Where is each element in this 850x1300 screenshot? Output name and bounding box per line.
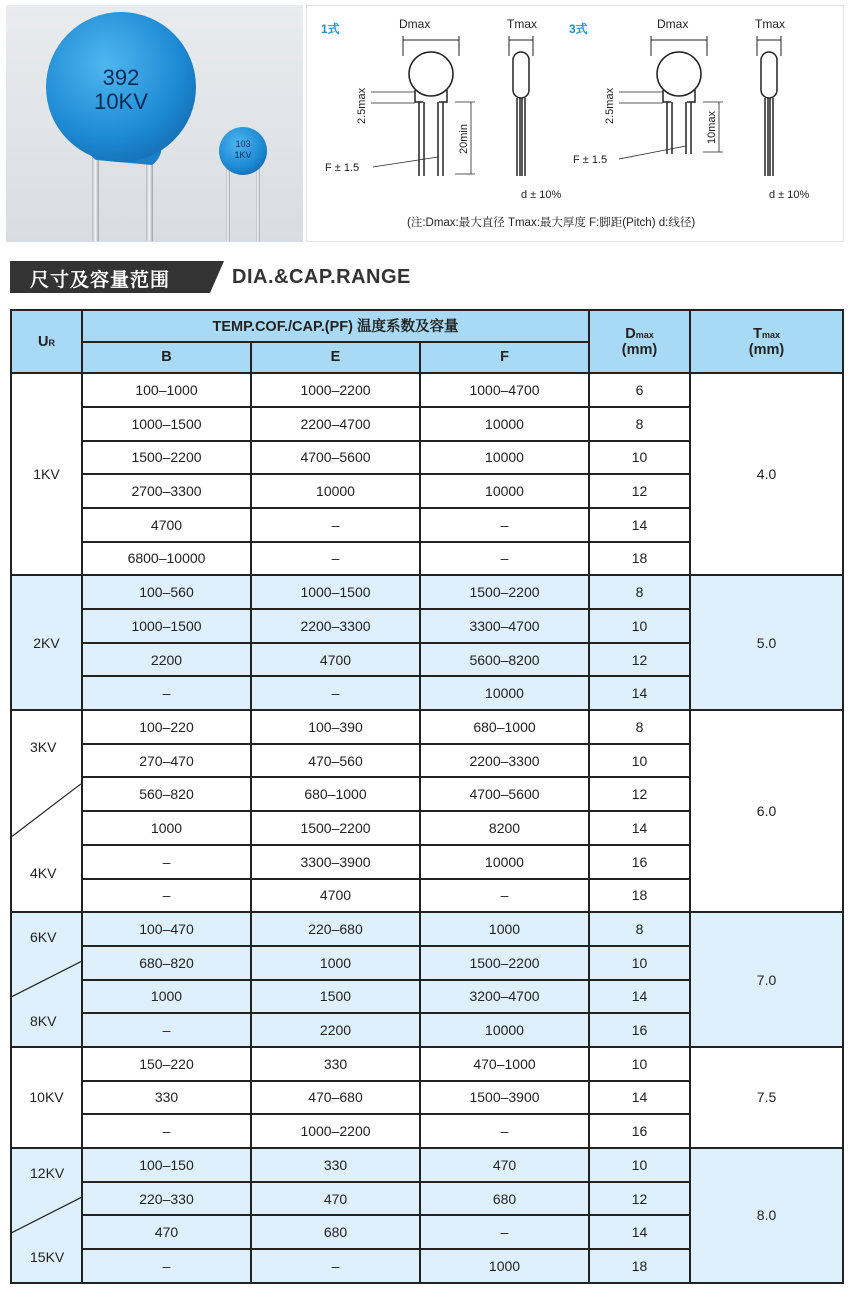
dimension-drawing: [307, 6, 843, 241]
small-capacitor-text-1: 103: [235, 139, 251, 149]
cap-e-cell: 4700–5600: [251, 441, 420, 475]
style3-wire: d ± 10%: [769, 189, 810, 201]
cap-f-cell: 1000–4700: [420, 373, 589, 407]
style1-pitch: F ± 1.5: [325, 162, 360, 174]
cap-b-cell: 560–820: [82, 777, 251, 811]
voltage-top-label: 3KV: [30, 739, 57, 756]
cap-f-cell: 10000: [420, 845, 589, 879]
cap-b-cell: 100–150: [82, 1148, 251, 1182]
cap-e-cell: 680: [251, 1215, 420, 1249]
cap-b-cell: 1000–1500: [82, 407, 251, 441]
voltage-cell: [11, 1148, 82, 1283]
dmax-cell: 18: [589, 542, 690, 576]
dmax-cell: 14: [589, 811, 690, 845]
top-banner: [6, 5, 844, 242]
style3-10max: 10max: [706, 110, 718, 144]
dmax-cell: 10: [589, 609, 690, 643]
section-header: [10, 261, 840, 293]
cap-e-cell: 680–1000: [251, 777, 420, 811]
cap-b-cell: 270–470: [82, 744, 251, 778]
cap-f-cell: 1000: [420, 1249, 589, 1283]
dmax-cell: 10: [589, 1148, 690, 1182]
cap-e-cell: 1000: [251, 946, 420, 980]
diagram-note: (注:Dmax:最大直径 Tmax:最大厚度 F:脚距(Pitch) d:线径): [407, 217, 696, 229]
voltage-top-label: 6KV: [30, 929, 57, 946]
cap-b-cell: –: [82, 845, 251, 879]
style3-label: 3式: [569, 22, 588, 36]
header-dmax: Dmax (mm): [589, 310, 690, 373]
small-capacitor-text-2: 1KV: [234, 150, 252, 160]
style1-dmax: Dmax: [399, 17, 431, 31]
style1-20min: 20min: [458, 124, 470, 154]
dmax-cell: 14: [589, 676, 690, 710]
table-row: [11, 575, 843, 609]
dmax-cell: 18: [589, 879, 690, 913]
dmax-cell: 12: [589, 643, 690, 677]
cap-f-cell: 1500–2200: [420, 575, 589, 609]
dmax-cell: 8: [589, 912, 690, 946]
capacitor-photo-illustration: [6, 5, 303, 242]
header-tmax: Tmax (mm): [690, 310, 843, 373]
dimension-diagram: [306, 5, 844, 242]
cap-f-cell: 680: [420, 1182, 589, 1216]
cap-b-cell: –: [82, 1114, 251, 1148]
cap-b-cell: 2200: [82, 643, 251, 677]
dmax-cell: 12: [589, 474, 690, 508]
dmax-cell: 10: [589, 441, 690, 475]
dmax-cell: 10: [589, 744, 690, 778]
cap-f-cell: 5600–8200: [420, 643, 589, 677]
cap-e-cell: 1000–1500: [251, 575, 420, 609]
cap-e-cell: 4700: [251, 643, 420, 677]
cap-b-cell: 1000: [82, 811, 251, 845]
cap-e-cell: 1000–2200: [251, 1114, 420, 1148]
cap-f-cell: 8200: [420, 811, 589, 845]
cap-e-cell: 470–680: [251, 1081, 420, 1115]
cap-b-cell: 100–1000: [82, 373, 251, 407]
tmax-cell: 8.0: [690, 1148, 843, 1283]
cap-b-cell: 680–820: [82, 946, 251, 980]
cap-b-cell: 330: [82, 1081, 251, 1115]
cap-b-cell: 4700: [82, 508, 251, 542]
cap-e-cell: 2200–3300: [251, 609, 420, 643]
tmax-cell: 5.0: [690, 575, 843, 710]
cap-e-cell: 470–560: [251, 744, 420, 778]
cap-f-cell: 2200–3300: [420, 744, 589, 778]
cap-f-cell: 3300–4700: [420, 609, 589, 643]
dmax-cell: 12: [589, 1182, 690, 1216]
dmax-cell: 14: [589, 1215, 690, 1249]
dmax-cell: 16: [589, 1114, 690, 1148]
big-capacitor-text-1: 392: [102, 65, 140, 90]
dmax-cell: 8: [589, 575, 690, 609]
cap-f-cell: 10000: [420, 676, 589, 710]
table-row: [11, 1148, 843, 1182]
style3-tmax: Tmax: [755, 17, 785, 31]
header-tempcof: TEMP.COF./CAP.(PF) 温度系数及容量: [82, 310, 589, 342]
dmax-cell: 18: [589, 1249, 690, 1283]
voltage-cell: [11, 912, 82, 1047]
table-row: [11, 912, 843, 946]
table-row: [11, 1047, 843, 1081]
section-tag: [10, 261, 210, 293]
voltage-bottom-label: 15KV: [30, 1248, 65, 1265]
dmax-cell: 16: [589, 845, 690, 879]
cap-b-cell: 100–470: [82, 912, 251, 946]
dmax-cell: 14: [589, 1081, 690, 1115]
section-title-en: DIA.&CAP.RANGE: [232, 266, 411, 288]
cap-f-cell: –: [420, 1114, 589, 1148]
header-e: E: [251, 342, 420, 374]
cap-e-cell: 3300–3900: [251, 845, 420, 879]
style1-2-5max: 2.5max: [356, 87, 368, 124]
dmax-cell: 8: [589, 407, 690, 441]
cap-f-cell: 680–1000: [420, 710, 589, 744]
cap-f-cell: –: [420, 542, 589, 576]
voltage-cell: 10KV: [11, 1047, 82, 1148]
cap-b-cell: 100–220: [82, 710, 251, 744]
tmax-cell: 7.5: [690, 1047, 843, 1148]
dmax-cell: 16: [589, 1013, 690, 1047]
style1-tmax: Tmax: [507, 17, 537, 31]
cap-e-cell: 1000–2200: [251, 373, 420, 407]
cap-b-cell: 1000: [82, 980, 251, 1014]
header-b: B: [82, 342, 251, 374]
cap-e-cell: 1500: [251, 980, 420, 1014]
header-ur: UR: [11, 310, 82, 373]
cap-f-cell: 1500–2200: [420, 946, 589, 980]
cap-f-cell: 470: [420, 1148, 589, 1182]
cap-e-cell: –: [251, 508, 420, 542]
section-title-cn: 尺寸及容量范围: [30, 270, 171, 291]
table-row: [11, 373, 843, 407]
big-capacitor-text-2: 10KV: [94, 89, 148, 114]
cap-e-cell: –: [251, 542, 420, 576]
cap-e-cell: –: [251, 1249, 420, 1283]
cap-f-cell: 10000: [420, 474, 589, 508]
cap-e-cell: 4700: [251, 879, 420, 913]
cap-b-cell: 6800–10000: [82, 542, 251, 576]
voltage-top-label: 12KV: [30, 1165, 65, 1182]
voltage-bottom-label: 8KV: [30, 1013, 57, 1030]
cap-f-cell: 4700–5600: [420, 777, 589, 811]
cap-f-cell: –: [420, 879, 589, 913]
cap-e-cell: 470: [251, 1182, 420, 1216]
voltage-cell: 1KV: [11, 373, 82, 575]
dmax-cell: 14: [589, 980, 690, 1014]
voltage-bottom-label: 4KV: [30, 864, 57, 881]
cap-f-cell: 10000: [420, 407, 589, 441]
style3-2-5max: 2.5max: [604, 87, 616, 124]
cap-f-cell: 1000: [420, 912, 589, 946]
style1-label: 1式: [321, 22, 340, 36]
dmax-cell: 10: [589, 1047, 690, 1081]
cap-b-cell: 220–330: [82, 1182, 251, 1216]
cap-f-cell: 3200–4700: [420, 980, 589, 1014]
voltage-cell: [11, 710, 82, 912]
dmax-cell: 14: [589, 508, 690, 542]
dmax-cell: 12: [589, 777, 690, 811]
cap-b-cell: –: [82, 879, 251, 913]
cap-e-cell: 330: [251, 1148, 420, 1182]
style1-wire: d ± 10%: [521, 189, 562, 201]
product-photo: [6, 5, 303, 242]
tmax-cell: 4.0: [690, 373, 843, 575]
cap-e-cell: 10000: [251, 474, 420, 508]
cap-f-cell: –: [420, 508, 589, 542]
cap-e-cell: 1500–2200: [251, 811, 420, 845]
cap-e-cell: 330: [251, 1047, 420, 1081]
cap-e-cell: –: [251, 676, 420, 710]
capacitance-range-table: [10, 309, 844, 1284]
tmax-cell: 7.0: [690, 912, 843, 1047]
cap-b-cell: –: [82, 676, 251, 710]
style3-dmax: Dmax: [657, 17, 689, 31]
cap-e-cell: 100–390: [251, 710, 420, 744]
cap-b-cell: 100–560: [82, 575, 251, 609]
cap-b-cell: 470: [82, 1215, 251, 1249]
dmax-cell: 8: [589, 710, 690, 744]
cap-f-cell: 470–1000: [420, 1047, 589, 1081]
cap-b-cell: 2700–3300: [82, 474, 251, 508]
style3-pitch: F ± 1.5: [573, 154, 608, 166]
cap-f-cell: 10000: [420, 441, 589, 475]
tmax-cell: 6.0: [690, 710, 843, 912]
dmax-cell: 10: [589, 946, 690, 980]
cap-b-cell: –: [82, 1013, 251, 1047]
header-f: F: [420, 342, 589, 374]
cap-b-cell: 1000–1500: [82, 609, 251, 643]
cap-b-cell: 1500–2200: [82, 441, 251, 475]
cap-f-cell: 1500–3900: [420, 1081, 589, 1115]
cap-e-cell: 2200–4700: [251, 407, 420, 441]
cap-e-cell: 220–680: [251, 912, 420, 946]
cap-f-cell: –: [420, 1215, 589, 1249]
voltage-cell: 2KV: [11, 575, 82, 710]
cap-e-cell: 2200: [251, 1013, 420, 1047]
cap-f-cell: 10000: [420, 1013, 589, 1047]
table-row: [11, 710, 843, 744]
cap-b-cell: –: [82, 1249, 251, 1283]
cap-b-cell: 150–220: [82, 1047, 251, 1081]
dmax-cell: 6: [589, 373, 690, 407]
